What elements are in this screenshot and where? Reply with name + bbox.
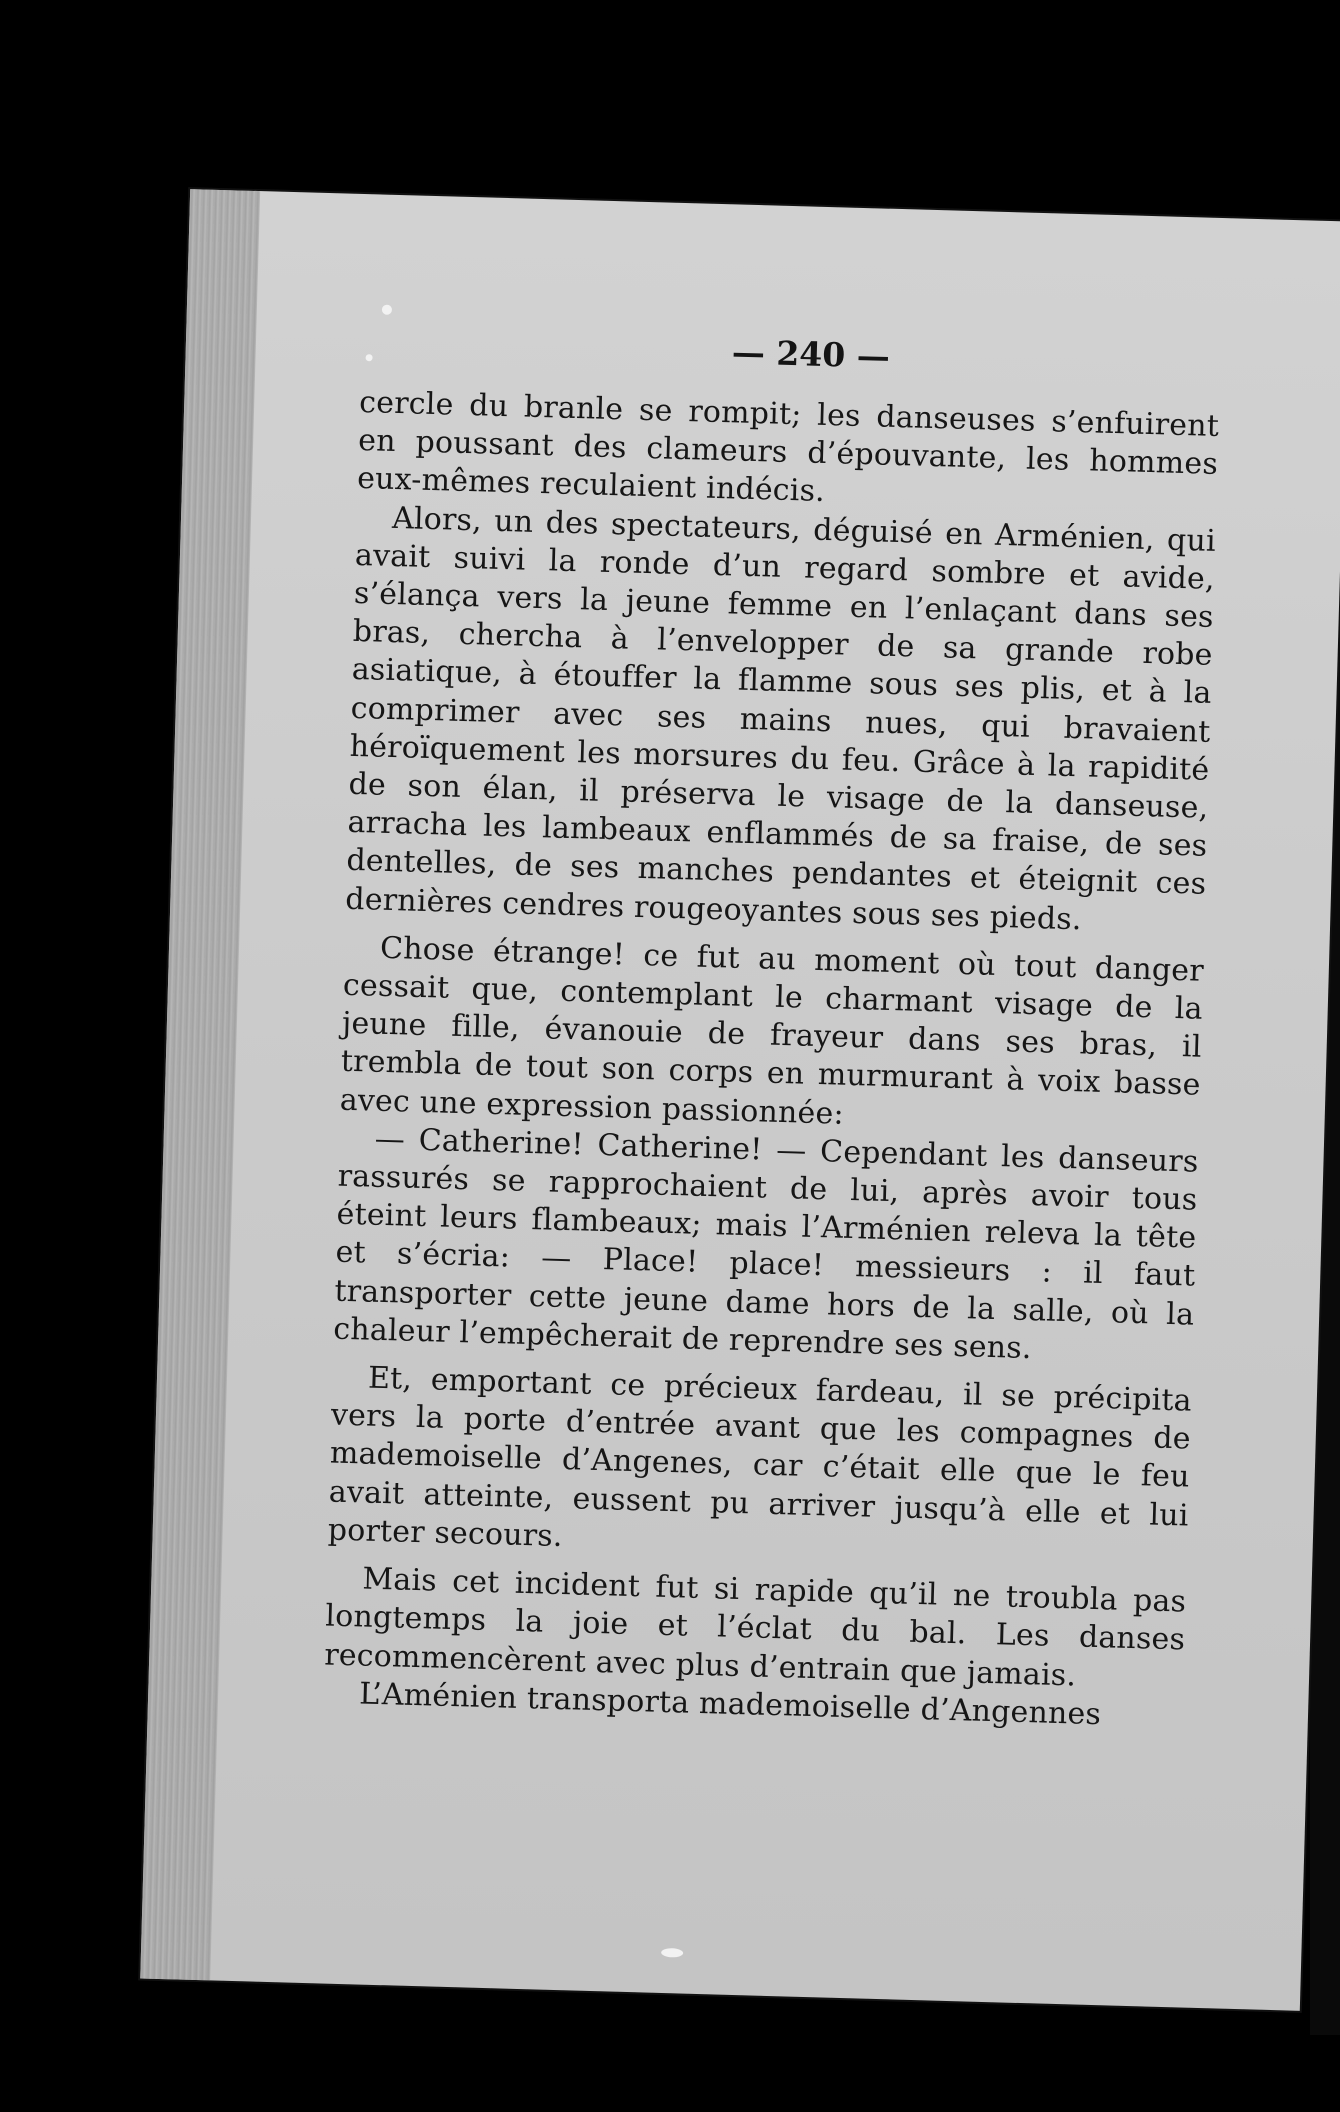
page-edge-stack bbox=[140, 189, 260, 1980]
paragraph-continuation: cercle du branle se rompit; les danseuses s’enfuirent en poussant des clameurs d’épouvante, les hommes eux-mêmes reculaient indécis. bbox=[356, 384, 1220, 510]
paragraph-strange-moment: Chose étrange! ce fut au moment où tout danger cessait que, contemplant le charmant visage de la jeune fille, évanouie de frayeur dans ses bras, il trembla de tout son corps en murmurant à voix basse avec une expression passionnée: bbox=[339, 930, 1205, 1132]
dust-speck bbox=[661, 1948, 683, 1958]
paragraph-carrying-away: Et, emportant ce précieux fardeau, il se précipita vers la porte d’entrée avant que les compagnes de mademoiselle d’Angenes, car c’était elle que le feu avait atteinte, eussent pu arriver jusqu’à elle et lui porter secours. bbox=[327, 1360, 1193, 1554]
page-number: — 240 — bbox=[731, 332, 891, 376]
paragraph-armenian-rescue: Alors, un des spectateurs, déguisé en Arménien, qui avait suivi la ronde d’un regard sombre et avide, s’élança vers la jeune femme en l’enlaçant dans ses bras, chercha à l’envelopper de sa grande robe asiatique, à étouffer la flamme sous ses plis, et à la comprimer avec ses mains nues, qui bravaient héroïquement les morsures du feu. Grâce à la rapidité de son élan, il préserva le visage de la danseuse, arracha les lambeaux enflammés de sa fraise, de ses dentelles, de ses manches pendantes et éteignit ces dernières cendres rougeoyantes sous ses pieds. bbox=[344, 500, 1217, 937]
paragraph-catherine: — Catherine! Catherine! — Cependant les danseurs rassurés se rapprochaient de lui, après avoir tous éteint leurs flambeaux; mais l’Arménien releva la tête et s’écria: — Place! place! messieurs : il faut transporter cette jeune dame hors de la salle, où la chaleur l’empêcherait de reprendre ses sens. bbox=[332, 1121, 1199, 1366]
book-page bbox=[140, 189, 1340, 2011]
dust-speck bbox=[382, 305, 392, 315]
page-body-text bbox=[323, 384, 1220, 1736]
paragraph-incident-brief: Mais cet incident fut si rapide qu’il ne troubla pas longtemps la joie et l’éclat du bal. Les danses recommencèrent avec plus d’entrain que jamais. bbox=[323, 1561, 1187, 1693]
paragraph-final-line: L’Aménien transporta mademoiselle d’Angennes bbox=[358, 1676, 1102, 1732]
